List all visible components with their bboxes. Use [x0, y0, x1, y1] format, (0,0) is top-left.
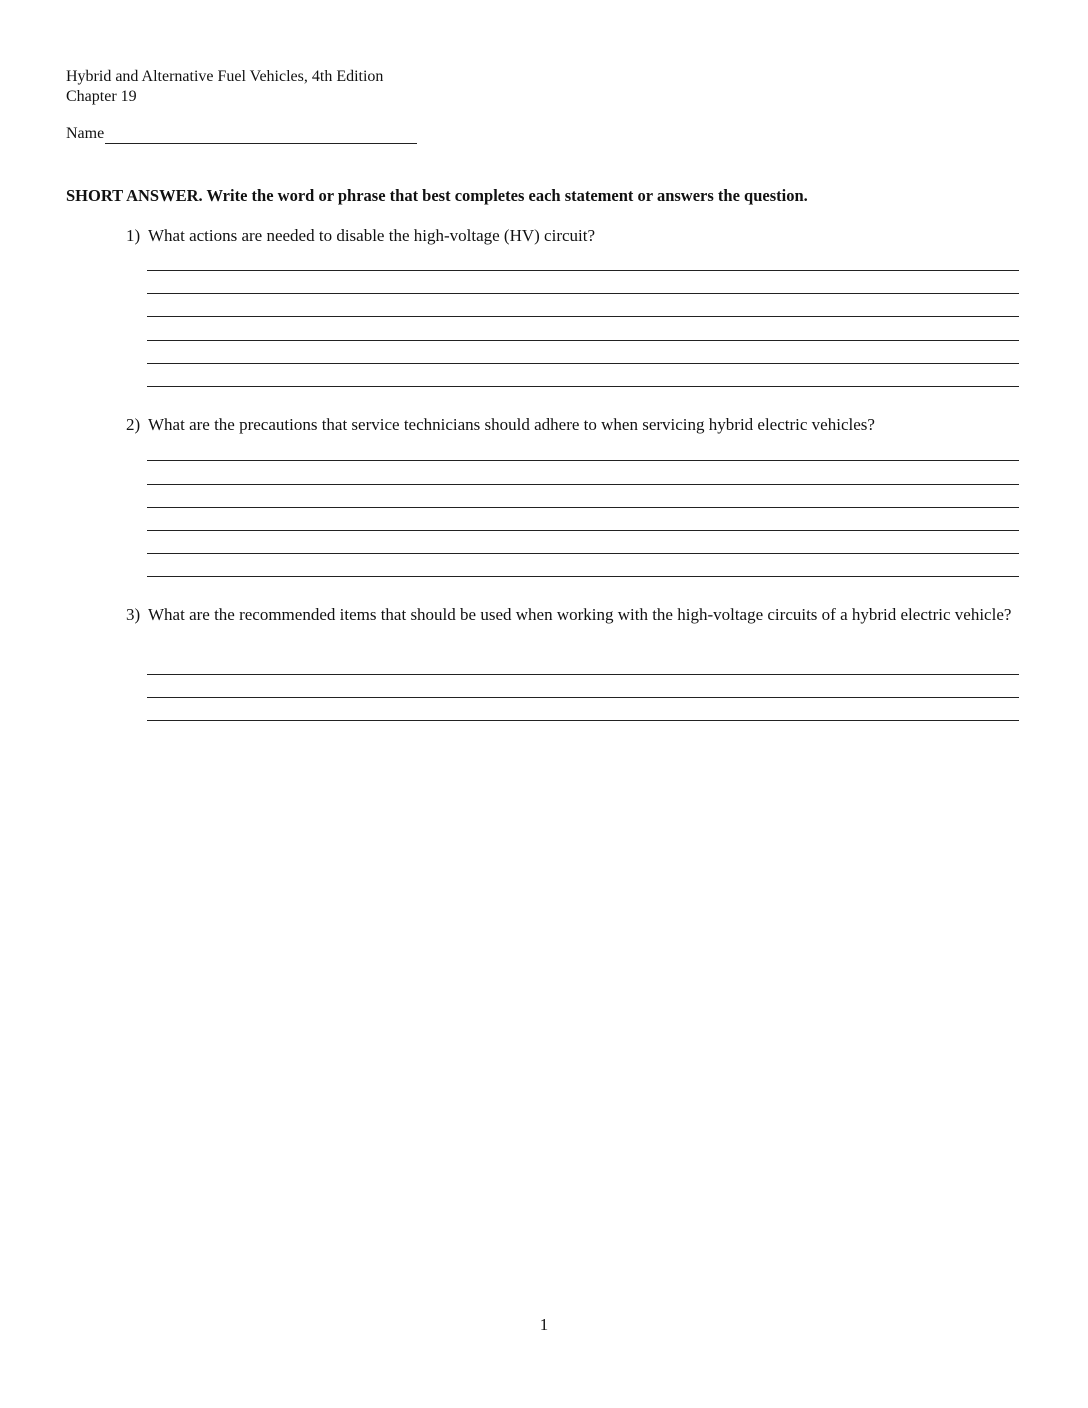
chapter-label: Chapter 19 [66, 88, 137, 105]
question-number: 1) [126, 226, 141, 245]
answer-line[interactable] [147, 460, 1019, 461]
answer-line[interactable] [147, 674, 1019, 675]
name-blank-line[interactable] [105, 125, 417, 144]
question-text: What are the precautions that service technicians should adhere to when servicing hybrid electric vehicles? [148, 415, 875, 434]
answer-line[interactable] [147, 363, 1019, 364]
answer-line[interactable] [147, 293, 1019, 294]
answer-line[interactable] [147, 484, 1019, 485]
answer-line[interactable] [147, 553, 1019, 554]
page-number: 1 [539, 1315, 549, 1334]
section-instructions: SHORT ANSWER. Write the word or phrase that best completes each statement or answers the question. [66, 186, 808, 205]
answer-line[interactable] [147, 316, 1019, 317]
answer-line[interactable] [147, 720, 1019, 721]
answer-line[interactable] [147, 530, 1019, 531]
question-3 [126, 602, 1020, 627]
name-field [66, 124, 417, 144]
book-title: Hybrid and Alternative Fuel Vehicles, 4th Edition [66, 68, 384, 85]
question-1 [126, 223, 1020, 248]
question-number: 2) [126, 415, 141, 434]
answer-line[interactable] [147, 576, 1019, 577]
question-text: What actions are needed to disable the high-voltage (HV) circuit? [148, 226, 596, 245]
answer-line[interactable] [147, 386, 1019, 387]
name-label: Name [66, 125, 105, 142]
answer-line[interactable] [147, 340, 1019, 341]
question-text: What are the recommended items that should be used when working with the high-voltage circuits of a hybrid electric vehicle? [148, 605, 1012, 624]
answer-line[interactable] [147, 507, 1019, 508]
question-2 [126, 412, 1020, 437]
answer-line[interactable] [147, 270, 1019, 271]
question-number: 3) [126, 605, 141, 624]
answer-line[interactable] [147, 697, 1019, 698]
